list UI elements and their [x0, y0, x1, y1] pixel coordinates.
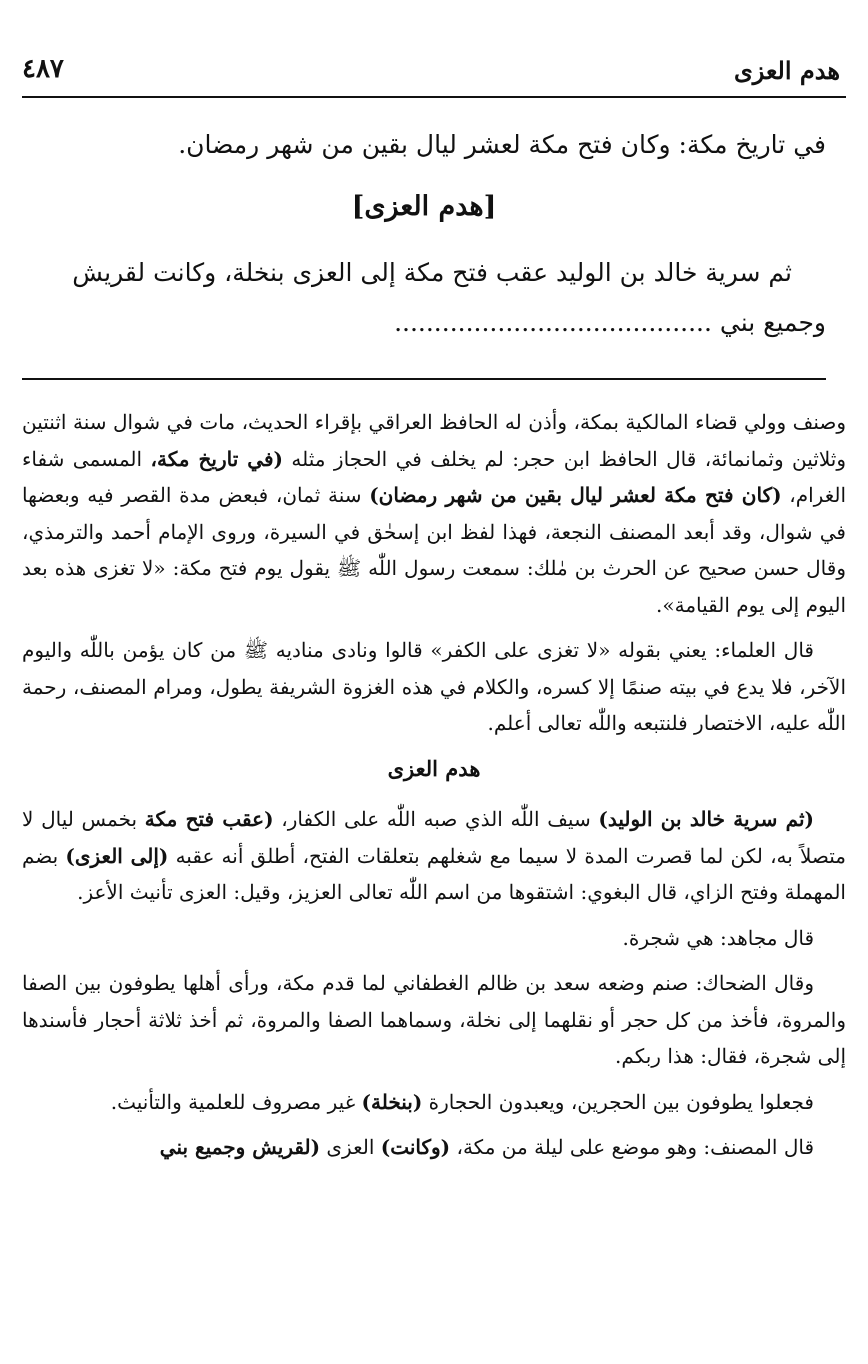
commentary-paragraph: وقال الضحاك: صنم وضعه سعد بن ظالم الغطفاني لما قدم مكة، ورأى أهلها يطوفون بين الصفا والمروة، فأخذ من كل حجر أو نقلهما إلى نخلة، وسماهما الصفا والمروة، ثم أخذ ثلاثة أحجار فأسندها إلى شجرة، فقال: هذا ربكم. — [22, 971, 846, 1068]
commentary-text: قال المصنف: وهو موضع على ليلة من مكة، — [450, 1135, 814, 1159]
commentary-text: المسمى شفاء الغرام، — [22, 446, 847, 507]
main-text-line: وجميع بني ........................................ — [394, 308, 826, 337]
commentary-text: فجعلوا يطوفون بين الحجرين، ويعبدون الحجارة — [422, 1089, 814, 1114]
commentary-text: وصنف وولي قضاء المالكية بمكة، وأذن له الحافظ العراقي بإقراء الحديث، مات في شوال سنة اثنتين وثلاثين وثمانمائة، قال الحافظ ابن حجر: لم يخلف في الحجاز مثله — [22, 410, 847, 471]
running-title: هدم العزى — [733, 56, 840, 85]
sub-heading: هدم العزى — [387, 755, 481, 781]
quoted-text: (لقريش وجميع بني — [159, 1135, 321, 1159]
footnote-separator — [22, 378, 826, 380]
commentary-text: غير مصروف للعلمية والتأنيث. — [110, 1089, 362, 1114]
commentary-text: سنة ثمان، فبعض مدة القصر فيه وبعضها في شوال، وقد أبعد المصنف النجعة، فهذا لفظ ابن إسحٰق في السيرة، وروى الإمام أحمد والترمذي، وقال حسن صحيح عن الحرث بن مٰلك: سمعت رسول اللّٰه ﷺ يقول يوم فتح مكة: «لا تغزى هذه بعد اليوم إلى يوم القيامة». — [22, 483, 846, 617]
commentary-text: سيف اللّٰه الذي صبه اللّٰه على الكفار، — [273, 807, 599, 831]
quoted-text: (في تاريخ مكة، — [150, 446, 283, 471]
commentary-paragraph — [22, 1129, 846, 1166]
section-heading: [هدم العزى] — [351, 191, 497, 222]
commentary-paragraph — [22, 404, 846, 623]
main-text — [22, 120, 826, 348]
commentary-paragraph: قال مجاهد: هي شجرة. — [622, 925, 814, 950]
quoted-text: (بنخلة) — [361, 1089, 423, 1114]
quoted-text: (كان فتح مكة لعشر ليال بقين من شهر رمضان) — [369, 483, 782, 507]
main-text-line: في تاريخ مكة: وكان فتح مكة لعشر ليال بقين من شهر رمضان. — [178, 130, 826, 159]
commentary-text: العزى — [320, 1135, 381, 1159]
main-text-line: ثم سرية خالد بن الوليد عقب فتح مكة إلى العزى بنخلة، وكانت لقريش — [72, 258, 792, 287]
commentary-paragraph — [22, 1084, 846, 1121]
commentary-text: بخمس ليال لا متصلاً به، لكن لما قصرت المدة لا سيما مع شغلهم بتعلقات الفتح، أطلق أنه عقبه — [22, 807, 847, 868]
commentary-paragraph — [22, 801, 846, 911]
commentary-paragraph: قال العلماء: يعني بقوله «لا تغزى على الكفر» قالوا ونادى مناديه ﷺ من كان يؤمن باللّٰه واليوم الآخر، فلا يدع في بيته صنمًا إلا كسره، والكلام في هذه الغزوة الشريفة يطول، ومرام المصنف، رحمة اللّٰه عليه، الاختصار فلنتبعه واللّٰه تعالى أعلم. — [22, 638, 846, 735]
quoted-text: (ثم سرية خالد بن الوليد) — [598, 807, 814, 831]
quoted-text: (إلى العزى) — [65, 843, 169, 868]
page-number: ٤٨٧ — [22, 54, 64, 84]
page-header — [22, 50, 846, 98]
commentary — [22, 404, 846, 1175]
commentary-text: بضم المهملة وفتح الزاي، قال البغوي: اشتقوها من اسم اللّٰه تعالى العزيز، وقيل: العزى تأنيث الأعز. — [22, 843, 846, 904]
quoted-text: (عقب فتح مكة — [144, 807, 274, 831]
quoted-text: (وكانت) — [380, 1135, 451, 1159]
